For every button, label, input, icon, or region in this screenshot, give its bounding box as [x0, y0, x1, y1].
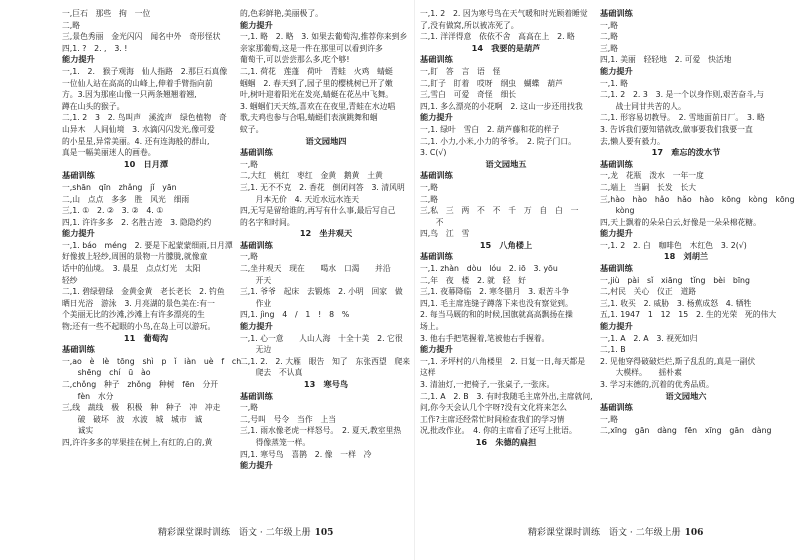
answer-line: 三,私 三 两 不 不 千 万 自 白 一 — [420, 206, 579, 216]
lesson-title: 16 朱德的扁担 — [475, 436, 537, 447]
answer-line: 工作?主席还经常忙时间检查我们的学习情 — [420, 414, 565, 424]
answer-line: 三,1. 雨水像老虎一样怒号。 2. 夏天,教室里热 — [240, 426, 402, 436]
answer-column-4 — [600, 8, 795, 513]
answer-line: 二,1. 2. 2. 大雁 眼告 知了 东张西望 爬来 — [240, 356, 411, 366]
answer-line: 一,shān qīn zhǎng jǐ yān — [62, 182, 177, 192]
lesson-title: 13 寒号鸟 — [303, 379, 349, 389]
answer-line: 二,1. A 2. B 3. 有时我随毛主席外出,主席就问, — [420, 391, 593, 401]
answer-column-3 — [420, 8, 592, 513]
section-heading: 基础训练 — [600, 158, 633, 169]
answer-line: 一,1. 矛坪村的八角楼里 2. 日复一日,每天都是 — [420, 356, 586, 366]
answer-line: 二,1. 荷花 莲蓬 荷叶 青蛙 火鸡 蜻蜓 — [240, 66, 393, 76]
answer-line: 一,1. báo méng 2. 要是下起蒙蒙细雨,日月潭 — [62, 240, 233, 250]
answer-line: 三,1. 夜幕降临 2. 寒冬腊月 3. 艰苦斗争 — [420, 287, 570, 297]
answer-line: 诚实 — [62, 426, 94, 436]
answer-line: 四,鸟 江 雪 — [420, 229, 470, 239]
answer-line: 好像披上轻纱,周围的景物一片朦胧,就像童 — [62, 252, 208, 262]
section-heading: 基础训练 — [600, 402, 633, 413]
answer-line: 一,1. 略 — [600, 78, 628, 88]
lesson-title: 17 难忘的泼水节 — [651, 147, 721, 158]
answer-line: 二,村民 关心 仪正 道路 — [600, 287, 697, 297]
answer-column-1 — [62, 8, 242, 513]
answer-line: 不 — [420, 217, 444, 227]
answer-line: 场上。 — [420, 322, 444, 332]
footer-right-page — [528, 525, 703, 538]
answer-line: 三,景色秀丽 金光闪闪 闻名中外 奇形怪状 — [62, 32, 221, 42]
answer-line: 蚊子。 — [240, 124, 264, 134]
lesson-title: 语文园地六 — [665, 390, 707, 401]
answer-line: 个美丽无比的沙滩,沙滩上有许多漂亮的生 — [62, 310, 205, 320]
answer-line: 了,没有做窝,所以被冻死了。 — [420, 20, 519, 30]
section-heading: 基础训练 — [420, 170, 453, 181]
answer-line: 二,号叫 号令 当作 上当 — [240, 414, 337, 424]
section-heading: 基础训练 — [240, 239, 273, 250]
answer-line: 战士同甘共苦的人。 — [600, 101, 686, 111]
answer-line: 三,1. 爷爷 起床 去锻炼 2. 小明 回家 做 — [240, 287, 403, 297]
answer-line: 一,略 — [600, 20, 619, 30]
answer-line: 2. 见他穿得破破烂烂,斯子乱乱的,真是一副伏 — [600, 356, 756, 366]
section-heading: 基础训练 — [420, 251, 453, 262]
answer-line: 大模样。 揺朴素 — [600, 368, 682, 378]
answer-line: 二,山 点点 多多 胜 风光 细雨 — [62, 194, 190, 204]
answer-line: 二,盯子 盯着 哎呀 纲虫 蝴蝶 葫芦 — [420, 78, 563, 88]
lesson-title: 15 八角楼上 — [479, 239, 533, 250]
answer-line: shēng chí ū ào — [62, 368, 151, 378]
answer-line: 一,1. 2 2. 白 咖啡色 木红色 3. 2(√) — [600, 240, 747, 250]
answer-line: 三,雪白 可爱 奇怪 细长 — [420, 90, 517, 100]
answer-line: 3. C(√) — [420, 148, 447, 158]
answer-line: 三,hào hào hǎo hǎo hào kōng kòng kōng — [600, 194, 795, 204]
answer-line: 四,天上飘着的朵朵白云,好像是一朵朵棉花糖。 — [600, 217, 761, 227]
answer-line: 二,坐井观天 现在 喝水 口渴 并沿 — [240, 264, 391, 274]
answer-line: 物;还有一些不起眼的小鸟,在岛上可以游玩。 — [62, 322, 216, 332]
answer-line: 晒日光浴 游泳 3. 月亮湖的景色美在:有一 — [62, 298, 215, 308]
answer-line: 四,1. jìng 4 / 1 ! 8 % — [240, 310, 350, 320]
answer-line: 得像蒸笼一样。 — [240, 437, 311, 447]
answer-line: 去,懒人要有毅力。 — [600, 136, 665, 146]
answer-line: 一,jiù pài sǐ xiāng tǐng bèi bīng — [600, 275, 750, 285]
section-heading: 能力提升 — [62, 228, 95, 239]
answer-line: 二,1. 小力,小米,小力的爷爷。 2. 院子门口。 — [420, 136, 576, 146]
answer-line: 一,1. 心一意 人山人海 十全十美 2. 它很 — [240, 333, 403, 343]
answer-line: 三,线 蔬线 极 积极 种 种子 冲 冲走 — [62, 403, 221, 413]
answer-line: 四,1. 多么漂亮的小花啊 2. 这山一步还用找我 — [420, 101, 583, 111]
answer-line: 四,无写是留给谁的,再写有什么事,最后写自己 — [240, 206, 396, 216]
answer-line: 二,年 夜 楼 2. 就 轻 好 — [420, 275, 526, 285]
answer-line: 二,大红 桃红 枣红 金黄 鹅黄 土黄 — [240, 171, 383, 181]
section-heading: 能力提升 — [420, 344, 453, 355]
answer-line: 一,1. 略 2. 略 3. 如果去葡萄沟,推荐你来到乡 — [240, 32, 408, 42]
section-heading: 能力提升 — [420, 112, 453, 123]
page-number-right: 106 — [684, 528, 704, 538]
answer-line: 三,1. ① 2. ② 3. ② 4. ① — [62, 206, 164, 216]
section-heading: 能力提升 — [62, 54, 95, 65]
answer-line: 开天 — [240, 275, 272, 285]
section-heading: 能力提升 — [600, 228, 633, 239]
answer-line: 二,略 — [420, 194, 439, 204]
answer-line: 一,1. 绿叶 雪白 2. 葫芦藤和花的样子 — [420, 124, 560, 134]
answer-line: 无边 — [240, 345, 272, 355]
section-heading: 能力提升 — [600, 321, 633, 332]
answer-line: 二,端上 当嗣 长发 长大 — [600, 182, 697, 192]
answer-line: 四,1. 许许多多 2. 名胜古迹 3. 隐隐约约 — [62, 217, 212, 227]
lesson-title: 语文园地五 — [485, 158, 527, 169]
answer-line: 四,1. 寒号鸟 喜鹊 2. 像 一样 冷 — [240, 449, 372, 459]
answer-line: 四,1. 毛主席连缝子蹲落下来也没有察觉到。 — [420, 298, 573, 308]
answer-line: 二,略 — [62, 20, 81, 30]
answer-line: 3. 学习末德的,沉着的优秀品质。 — [600, 380, 714, 389]
answer-line: 2. 每当马厩的和的时候,国旗就高高飘扬在操 — [420, 310, 573, 320]
answer-line: 叶,树叶迎着阳光在发亮,蜻蜓在花丛中飞舞。 — [240, 90, 394, 100]
answer-line: 月本无价 4. 天近水远水连天 — [240, 194, 360, 204]
answer-line: 一,略 — [420, 182, 439, 192]
answer-line: 破 破坏 波 水波 城 城市 诚 — [62, 414, 203, 424]
answer-line: 问,你今天会认几个字呀?没有文化将来怎么 — [420, 403, 567, 413]
answer-line: 这样 — [420, 368, 436, 378]
answer-line: 山异木 人间仙境 3. 水滴闪闪发光,像可爱 — [62, 124, 215, 134]
answer-line: 歌,夫鸡也参与合唱,蜻蜓们表演跳舞和蝈 — [240, 113, 378, 123]
lesson-title: 10 日月潭 — [123, 158, 169, 169]
section-heading: 基础训练 — [62, 344, 95, 355]
answer-line: 四,1. ? 2. , 3. ! — [62, 43, 128, 53]
answer-line: 轻纱 — [62, 275, 78, 285]
answer-line: 一,略 — [600, 414, 619, 424]
section-heading: 能力提升 — [240, 321, 273, 332]
lesson-title: 14 我要的是葫芦 — [471, 42, 541, 53]
answer-line: 二,chǒng 种子 zhǒng 种树 fēn 分开 — [62, 380, 219, 389]
answer-line: 一,略 — [240, 252, 259, 262]
answer-line: 一,略 — [240, 403, 259, 413]
answer-line: 一,1. 2 2. 因为寒号鸟在天气暖和时光顾着睡觉 — [420, 9, 588, 18]
section-heading: 能力提升 — [240, 460, 273, 471]
answer-line: 三,略 — [600, 43, 619, 53]
section-heading: 基础训练 — [420, 54, 453, 65]
answer-line: 葡萄干,可以尝尝那么多,吃个够! — [240, 55, 350, 65]
answer-line: kòng — [600, 206, 635, 216]
answer-line: 五,1. 1947 1 12 15 2. 生的光荣 死的伟大 — [600, 310, 777, 320]
lesson-title: 11 葡萄沟 — [123, 332, 169, 343]
answer-line: 二,xīng gān dàng fēn xīng gān dàng — [600, 426, 772, 436]
answer-column-2 — [240, 8, 412, 513]
answer-line: 真是一幅美丽迷人的画卷。 — [62, 148, 156, 158]
page-gutter — [414, 0, 415, 560]
footer-right-text: 精彩课堂课时训练 语文 · 二年级上册 — [528, 528, 681, 538]
answer-line: 一位仙人站在高高的山峰上,伸着手臂指向前 — [62, 78, 213, 88]
answer-line: 爬去 不认真 — [240, 368, 303, 378]
answer-line: 二,1. 碧绿碧绿 金黄金黄 老长老长 2. 钓鱼 — [62, 287, 225, 297]
answer-line: 三,1. 收买 2. 威胁 3. 杨蕉成怒 4. 牺牲 — [600, 298, 752, 308]
section-heading: 基础训练 — [240, 390, 273, 401]
answer-line: 3. 他右手把笔握着,笔被他右手握着。 — [420, 333, 550, 343]
lesson-title: 12 坐井观天 — [299, 228, 353, 239]
lesson-title: 18 刘胡兰 — [663, 251, 709, 262]
answer-line: 况,批改作业。 4. 你的主席看了还写上批语。 — [420, 426, 577, 436]
answer-line: 方。3.因为那座山像一只两条翘翘着翘, — [62, 90, 197, 100]
section-heading: 基础训练 — [240, 147, 273, 158]
answer-line: 一,1. A 2. A 3. 视死如归 — [600, 333, 698, 343]
answer-line: 二,1. 2 2. 3 3. 是一个以身作则,艰苦奋斗,与 — [600, 90, 765, 100]
answer-line: 一,略 — [240, 159, 259, 169]
answer-line: 一,巨石 那些 拘 一位 — [62, 9, 151, 18]
answer-line: 一,盯 答 言 语 怪 — [420, 66, 501, 76]
answer-line: 一,ao è lè tōng shì p ǐ iàn uè f ch — [62, 356, 242, 366]
answer-line: 作业 — [240, 298, 272, 308]
page-number-left: 105 — [314, 528, 334, 538]
answer-line: 一,1. 2. 猴子观海 仙人指路 2.那巨石真像 — [62, 66, 228, 76]
answer-line: 四,许许多多的苹果挂在树上,有红的,白的,黄 — [62, 437, 213, 447]
answer-line: 的,色彩鲜艳,美丽极了。 — [240, 9, 323, 18]
answer-line: 蝈蝈 2. 春天到了,园子里的樱桃树已开了嫩 — [240, 78, 393, 88]
answer-line: 3. 告诉我们要知错就改,做事要我们我要一直 — [600, 124, 753, 134]
answer-line: 一,龙 花瓶 泼水 一年一度 — [600, 171, 704, 181]
footer-left-text: 精彩课堂课时训练 语文 · 二年级上册 — [158, 528, 311, 538]
answer-line: 3. 清油灯,一把椅子,一张桌子,一张床。 — [420, 380, 555, 389]
answer-line: 3. 蝈蝈们天天练,喜欢在在夜里,青蛙在水边唱 — [240, 101, 396, 111]
answer-line: 三,1. 无不不克 2. 香花 倒闭问答 3. 清风明 — [240, 182, 405, 192]
answer-line: 话中的仙境。 3. 晨星 点点灯光 太阳 — [62, 264, 201, 274]
footer-left-page — [158, 525, 333, 538]
answer-line: 蹲在山头的猴子。 — [62, 101, 125, 111]
section-heading: 能力提升 — [600, 65, 633, 76]
lesson-title: 语文园地四 — [305, 135, 347, 146]
section-heading: 能力提升 — [240, 19, 273, 30]
answer-line: 二,1. 洋洋得意 依依不舍 高高在上 2. 略 — [420, 32, 575, 42]
answer-line: 二,1. 2 3 2. 鸟叫声 溪流声 绿色植物 奇 — [62, 113, 227, 123]
section-heading: 基础训练 — [600, 8, 633, 18]
section-heading: 基础训练 — [600, 263, 633, 274]
answer-line: 的小星星,异常美丽。4. 还有连海般的群山, — [62, 136, 210, 146]
answer-line: 亲家那葡萄,这是一件在那里可以看到许多 — [240, 43, 383, 53]
answer-line: 二,1. 形容易切教导。 2. 雪地面前日厂。 3. 略 — [600, 113, 765, 123]
section-heading: 基础训练 — [62, 170, 95, 181]
answer-line: fèn 水分 — [62, 391, 114, 401]
answer-line: 四,1. 美丽 轻轻地 2. 可爱 快活地 — [600, 55, 732, 65]
answer-line: 二,1. B — [600, 345, 626, 355]
answer-line: 一,1. zhàn dòu lóu 2. iō 3. yōu — [420, 264, 558, 274]
answer-line: 的名字和时间。 — [240, 217, 295, 227]
answer-line: 二,略 — [600, 32, 619, 42]
